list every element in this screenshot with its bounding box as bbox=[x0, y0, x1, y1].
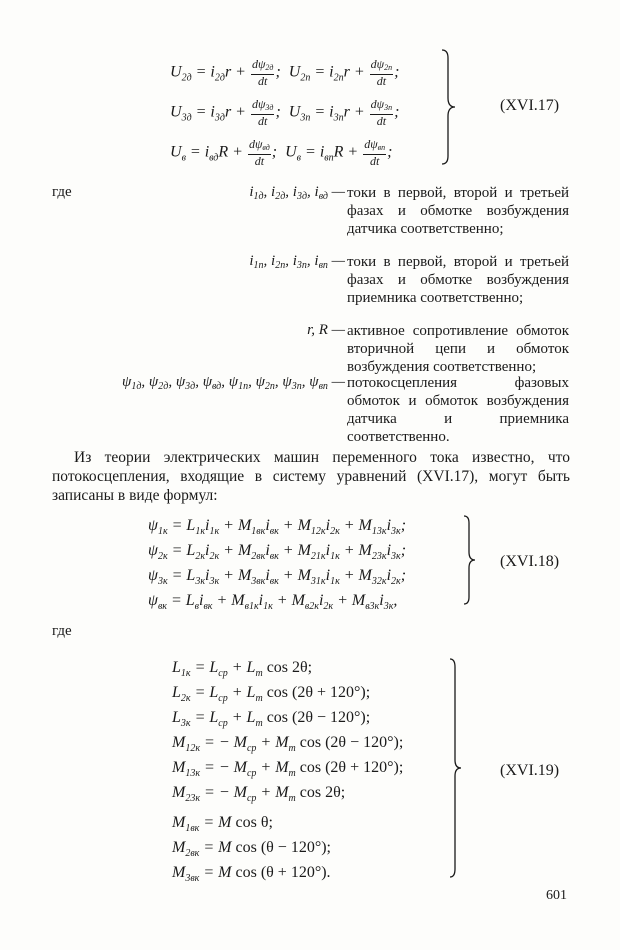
body-paragraph: Из теории электрических машин переменного тока известно, что потокосцепления, входящие в систему уравнений (XVI.17), могут быть записаны в виде формул: bbox=[52, 449, 570, 504]
definition-text: потокосцепления фазовых обмоток и обмоток возбуждения датчика и приемника соответственно. bbox=[347, 375, 569, 445]
equation-line: $\psi_{1к} = L_{1к}i_{1к} + M_{1вк}i_{вк} + M_{12к}i_{2к} + M_{13к}i_{3к}$; bbox=[148, 517, 407, 537]
equation-line: $M_{1вк} = M$ cos θ; bbox=[172, 814, 273, 834]
equation-line: $M_{12к}$ = − $M_{ср} + M_m$ cos (2θ − 120°); bbox=[172, 734, 404, 754]
equation-number: (XVI.17) bbox=[500, 97, 560, 114]
equation-line: $M_{2вк} = M$ cos (θ − 120°); bbox=[172, 839, 331, 859]
equation-line: $M_{23к}$ = − $M_{ср} + M_m$ cos 2θ; bbox=[172, 784, 346, 804]
equation-line: $L_{1к} = L_{ср} + L_m$ cos 2θ; bbox=[172, 659, 313, 679]
definition-symbol: $i_{1д}$, $i_{2д}$, $i_{3д}$, $i_{вд}$ — bbox=[249, 184, 345, 202]
definition-symbol: $\psi_{1д}$, $\psi_{2д}$, $\psi_{3д}$, $\psi_{вд}$, $\psi_{1п}$, $\psi_{2п}$, $\psi_{3п}$, $\psi_{вп}$ — bbox=[122, 374, 345, 392]
equation-line: $U_{2д} = i_{2д}r$ + $\frac{d\psi_{2д}}{dt}$ ; $U_{2п} = i_{2п}r$ + $\frac{d\psi_{2п}}{dt}$ ; bbox=[170, 57, 400, 88]
equation-line: $\psi_{3к} = L_{3к}i_{3к} + M_{3вк}i_{вк} + M_{31к}i_{1к} + M_{32к}i_{2к}$; bbox=[148, 567, 407, 587]
definition-symbol: $i_{1п}$, $i_{2п}$, $i_{3п}$, $i_{вп}$ — bbox=[249, 253, 345, 271]
page-number: 601 bbox=[546, 888, 567, 903]
equation-number: (XVI.19) bbox=[500, 762, 560, 779]
definition-symbol: r, R — bbox=[307, 322, 345, 338]
right-brace bbox=[440, 48, 458, 166]
equation-line: $\psi_{вк} = L_вi_{вк} + M_{в1к}i_{1к} + M_{в2к}i_{2к} + M_{в3к}i_{3к}$, bbox=[148, 592, 398, 612]
equation-line: $\psi_{2к} = L_{2к}i_{2к} + M_{2вк}i_{вк} + M_{21к}i_{1к} + M_{23к}i_{3к}$; bbox=[148, 542, 407, 562]
equation-number: (XVI.18) bbox=[500, 553, 560, 570]
definition-text: активное сопротивление обмоток вторичной цепи и обмоток возбуждения соответственно; bbox=[347, 323, 569, 375]
equation-line: $L_{3к} = L_{ср} + L_m$ cos (2θ − 120°); bbox=[172, 709, 371, 729]
definition-text: токи в первой, второй и третьей фазах и обмотке возбуждения приемника соответственно; bbox=[347, 254, 569, 306]
right-brace bbox=[448, 657, 464, 879]
equation-line: $M_{3вк} = M$ cos (θ + 120°). bbox=[172, 864, 331, 884]
where-label: где bbox=[52, 184, 72, 200]
equation-line: $U_{3д} = i_{3д}r$ + $\frac{d\psi_{3д}}{dt}$ ; $U_{3п} = i_{3п}r$ + $\frac{d\psi_{3п}}{dt}$ ; bbox=[170, 97, 400, 128]
definition-text: токи в первой, второй и третьей фазах и обмотке возбуждения датчика соответственно; bbox=[347, 185, 569, 237]
equation-line: $L_{2к} = L_{ср} + L_m$ cos (2θ + 120°); bbox=[172, 684, 371, 704]
equation-line: $M_{13к}$ = − $M_{ср} + M_m$ cos (2θ + 120°); bbox=[172, 759, 404, 779]
equation-line: $U_в = i_{вд}R$ + $\frac{d\psi_{вд}}{dt}$ ; $U_в = i_{вп}R$ + $\frac{d\psi_{вп}}{dt}$ ; bbox=[170, 137, 393, 168]
right-brace bbox=[462, 514, 478, 606]
where-label: где bbox=[52, 623, 72, 639]
